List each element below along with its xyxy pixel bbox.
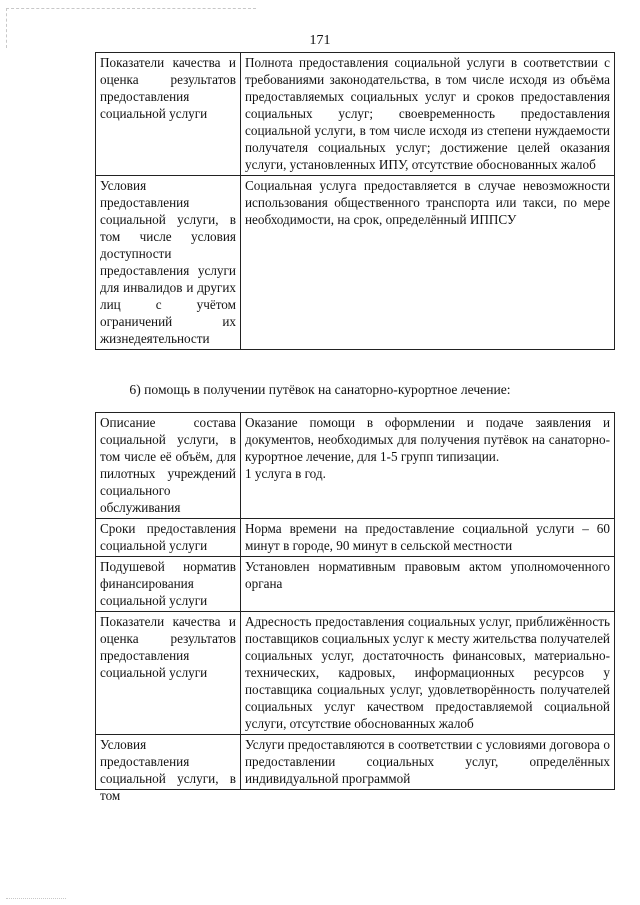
row-label: Показатели качества и оценка результатов предоставления социальной услуги <box>96 53 241 176</box>
table-row <box>96 557 615 612</box>
row-value-text: Оказание помощи в оформлении и подаче заявления и документов, необходимых для получения путёвок на санаторно-курортное лечение, для 1-5 групп типизации. <box>245 415 610 464</box>
row-label: Подушевой норматив финансирования социальной услуги <box>96 557 241 612</box>
row-value: Адресность предоставления социальных услуг, приближённость поставщиков социальных услуг к месту жительства получателей социальных услуг, достаточность финансовых, материально-технических, кадровых, информационных ресурсов у поставщика социальных услуг, удовлетворённость получателей социальных услуг качеством предоставляемой социальной услуги, отсутствие обоснованных жалоб <box>241 612 615 735</box>
row-value <box>241 413 615 519</box>
service-table-2 <box>95 412 615 803</box>
row-label <box>96 735 241 803</box>
row-label: Показатели качества и оценка результатов предоставления социальной услуги <box>96 612 241 735</box>
row-label: Описание состава социальной услуги, в том числе её объём, для пилотных учреждений социального обслуживания <box>96 413 241 519</box>
table-row <box>96 413 615 519</box>
page-number: 171 <box>309 33 331 48</box>
row-value-extra: 1 услуга в год. <box>245 466 326 481</box>
table-row <box>96 612 615 735</box>
row-label: Условия предоставления социальной услуги, в том числе условия доступности предоставления услуги для инвалидов и других лиц с учётом ограничений их жизнедеятельности <box>96 176 241 350</box>
table-row <box>96 519 615 557</box>
table-row <box>96 176 615 350</box>
row-value: Норма времени на предоставление социальной услуги – 60 минут в городе, 90 минут в сельской местности <box>241 519 615 557</box>
table-row <box>96 53 615 176</box>
service-table-1 <box>95 52 615 350</box>
section-title: 6) помощь в получении путёвок на санаторно-курортное лечение: <box>129 382 511 397</box>
scan-edge-top <box>6 8 256 9</box>
row-value: Услуги предоставляются в соответствии с условиями договора о предоставлении социальных услуг, определённых индивидуальной программой <box>241 735 615 790</box>
table-row <box>96 735 615 790</box>
row-label-text: Условия предоставления социальной услуги, в том <box>100 737 236 803</box>
row-value: Полнота предоставления социальной услуги в соответствии с требованиями законодательства, в том числе исходя из объёма предоставляемых социальных услуг и сроков предоставления социальных услуг; своевременность предоставления социальной услуги, в том числе исходя из степени нуждаемости получателя социальных услуг; достижение целей оказания услуги, установленных ИПУ, отсутствие обоснованных жалоб <box>241 53 615 176</box>
row-value: Установлен нормативным правовым актом уполномоченного органа <box>241 557 615 612</box>
row-label: Сроки предоставления социальной услуги <box>96 519 241 557</box>
row-value: Социальная услуга предоставляется в случае невозможности использования общественного транспорта или такси, по мере необходимости, на срок, определённый ИППСУ <box>241 176 615 350</box>
scan-edge-bottom <box>6 898 66 899</box>
